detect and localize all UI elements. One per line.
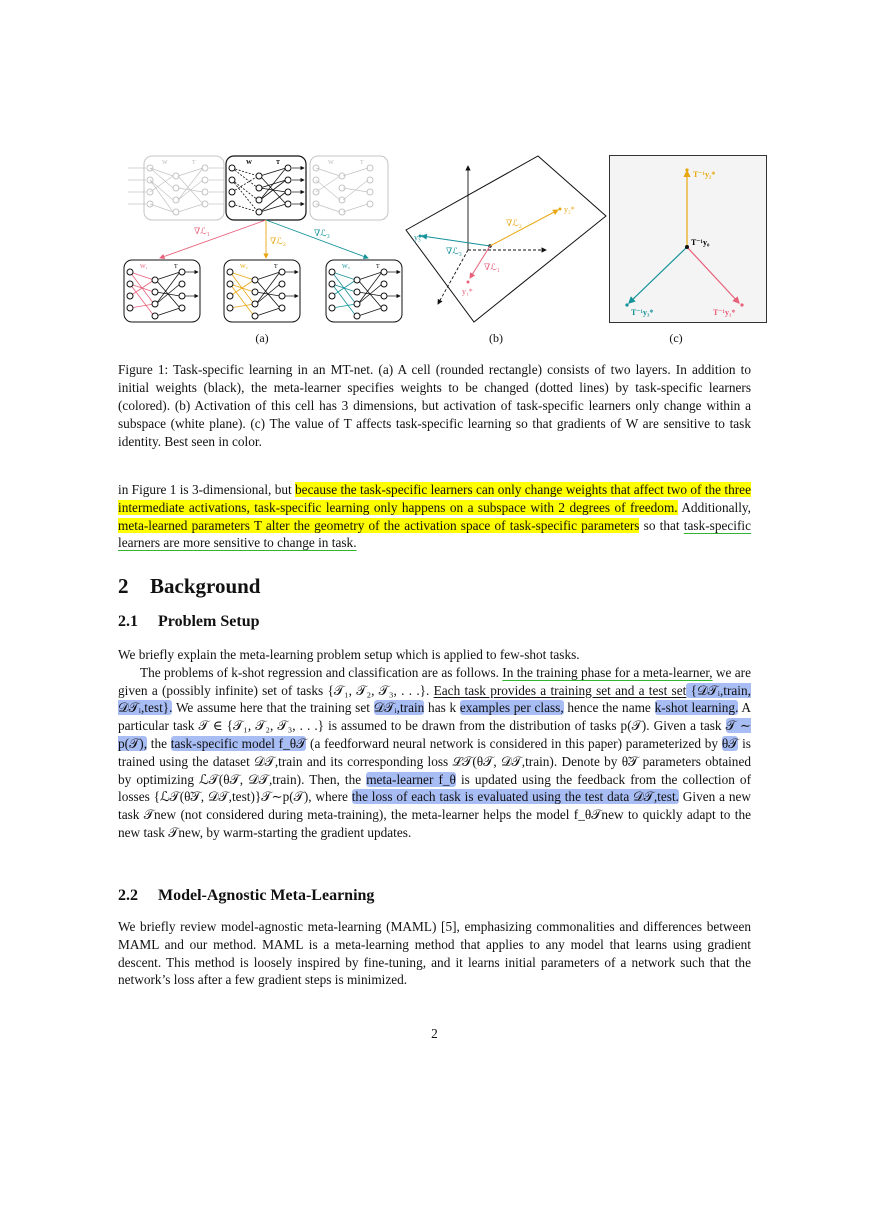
p2-s14: the	[147, 735, 171, 751]
y3-label: y₃*	[414, 233, 425, 242]
highlight-yellow-2: meta-learned parameters T alter the geometry of the activation space of task-specific parameters	[118, 517, 640, 533]
y2-label: y₂*	[564, 205, 575, 214]
p2-s1: The problems of k-shot regression and classification are as follows.	[140, 664, 503, 680]
p2-highlight-9: the loss of each task is evaluated using the test data 𝒟𝒯,test.	[351, 789, 679, 805]
grad-arrow-1	[160, 220, 266, 258]
next-w-label: W	[328, 160, 334, 166]
w1-label: W₁	[140, 264, 148, 270]
prev-t-label: T	[192, 160, 196, 166]
p2-s8: has k	[424, 700, 460, 716]
p2-underline-2: Each task provides a training set and a test set	[433, 682, 687, 698]
page-number: 2	[431, 1026, 438, 1041]
c-right-label: T⁻¹y₁*	[713, 308, 736, 317]
p2-s22: Given a new task 𝒯new (not considered during meta-training), the meta-learner helps the model f_θ𝒯new to quickly adapt to the new task 𝒯new, by warm-starting the gradient updates.	[118, 789, 751, 840]
p2-s10: hence the name	[563, 700, 655, 716]
task-cell-2	[224, 260, 300, 322]
figure-caption: Figure 1: Task-specific learning in an MT-net. (a) A cell (rounded rectangle) consists of two layers. In addition to initial weights (black), the meta-learner specifies weights to be changed (dotted lines) by task-specific learners (colored). (b) Activation of this cell has 3 dimensions, but activation of task-specific learners only change within a subspace (white plane). (c) The value of T affects task-specific learning so that gradients of W are sensitive to task identity. Best seen in color.	[118, 362, 751, 449]
grad-label-1: ∇ℒ₁	[194, 226, 210, 236]
p2-underline-1: In the training phase for a meta-learner,	[502, 664, 713, 680]
intro-text-a: in Figure 1 is 3-dimensional, but	[118, 482, 296, 497]
b-grad3-label: ∇ℒ₃	[446, 246, 462, 256]
p2-highlight-8: meta-learner f_θ	[366, 771, 456, 787]
p2-highlight-4: k-shot learning.	[654, 700, 739, 716]
figure-panel-c	[609, 155, 767, 323]
next-layer-cell	[310, 156, 388, 220]
p2-s18: is trained using the dataset 𝒟𝒯,train and its corresponding loss ℒ𝒯(θ𝒯, 𝒟𝒯,train). Denote by θ̃𝒯 parameters obtained by optimizing ℒ𝒯(θ𝒯, 𝒟𝒯,train). Then, the	[118, 735, 751, 787]
panel-b-label: (b)	[489, 331, 503, 345]
p2-s3: we are given a (possibly infinite) set of tasks {𝒯₁, 𝒯₂, 𝒯₃, . . .}.	[118, 664, 751, 698]
b-grad1-label: ∇ℒ₁	[484, 262, 500, 272]
prev-layer-cell	[128, 156, 224, 220]
p2-highlight-3: examples per class,	[459, 700, 564, 716]
panel-c-frame	[610, 156, 767, 323]
panel-c-label: (c)	[669, 331, 683, 345]
intro-paragraph	[118, 481, 751, 552]
subsection-heading-2	[118, 887, 374, 905]
intro-text-e: so that	[639, 517, 684, 533]
paragraph-1: We briefly explain the meta-learning problem setup which is applied to few-shot tasks.	[118, 647, 580, 662]
panel-a-label: (a)	[255, 331, 269, 345]
figure-panel-a	[118, 154, 406, 326]
mid-t-label: T	[276, 160, 281, 166]
p2-highlight-6: task-specific model f_θ𝒯	[170, 735, 307, 751]
highlight-yellow-1: because the task-specific learners can only change weights that affect two of the three intermediate activations, task-specific learning only happens on a subspace with 2 degrees of freedom.	[118, 482, 751, 515]
task-cell-3	[326, 260, 402, 322]
grad-label-2: ∇ℒ₂	[270, 236, 286, 246]
p2-highlight-2: 𝒟𝒯ᵢ,train	[373, 700, 425, 716]
t1-label: T	[174, 264, 178, 270]
p2-s6: We assume here that the training set	[172, 700, 374, 716]
t2-label: T	[274, 264, 278, 270]
intro-text-c: Additionally,	[677, 499, 751, 515]
subsection-number-2: 2.2	[118, 887, 138, 904]
task-cell-1	[124, 260, 200, 322]
y1-label: y₁*	[462, 287, 473, 296]
w2-label: W₂	[240, 264, 248, 270]
grad-label-3: ∇ℒ₃	[314, 228, 330, 238]
p2-s12: A particular task 𝒯 ∈ {𝒯₁, 𝒯₂, 𝒯₃, . . .} is assumed to be drawn from the distribution of tasks p(𝒯). Given a task	[118, 700, 752, 734]
mid-w-label: W	[246, 160, 252, 166]
underline-green-1: task-specific learners are more sensitive to change in task.	[118, 517, 751, 551]
t3-label: T	[376, 264, 380, 270]
prev-w-label: W	[162, 160, 168, 166]
w3-label: W₃	[342, 264, 350, 270]
p2-highlight-5: 𝒯 ∼ p(𝒯),	[118, 718, 751, 751]
b-grad2-label: ∇ℒ₂	[506, 218, 522, 228]
c-center-label: T⁻¹y₀	[691, 238, 710, 247]
subsection-title-2: Model-Agnostic Meta-Learning	[158, 887, 375, 904]
p2-highlight-7: θ𝒯	[721, 735, 739, 751]
current-layer-cell	[226, 156, 306, 220]
p2-highlight-1: {𝒟𝒯ᵢ,train, 𝒟𝒯ᵢ,test}.	[118, 682, 751, 716]
subsection-title-1: Problem Setup	[158, 613, 260, 630]
paragraph-2	[118, 664, 751, 842]
figure-panel-b	[400, 154, 610, 326]
activation-plane	[406, 156, 606, 322]
subsection-number-1: 2.1	[118, 613, 138, 630]
c-top-label: T⁻¹y₂*	[693, 170, 716, 179]
p2-s16: (a feedforward neural network is considered in this paper) parameterized by	[306, 735, 722, 751]
paragraph-3: We briefly review model-agnostic meta-learning (MAML) [5], emphasizing commonalities and differences between MAML and our method. MAML is a meta-learning method that applies to any model that learns using gradient descent. This method is loosely inspired by fine-tuning, and it learns initial parameters of a network such that the network’s loss after a few gradient steps is minimized.	[118, 919, 751, 988]
section-number: 2	[118, 574, 129, 598]
subsection-heading-1	[118, 613, 259, 631]
next-t-label: T	[360, 160, 364, 166]
c-left-label: T⁻¹y₃*	[631, 308, 654, 317]
section-heading	[118, 574, 261, 599]
section-title: Background	[150, 574, 261, 598]
p2-s20: is updated using the feedback from the collection of losses {ℒ𝒯(θ̃𝒯, 𝒟𝒯,test)}𝒯∼p(𝒯), where	[118, 771, 752, 805]
